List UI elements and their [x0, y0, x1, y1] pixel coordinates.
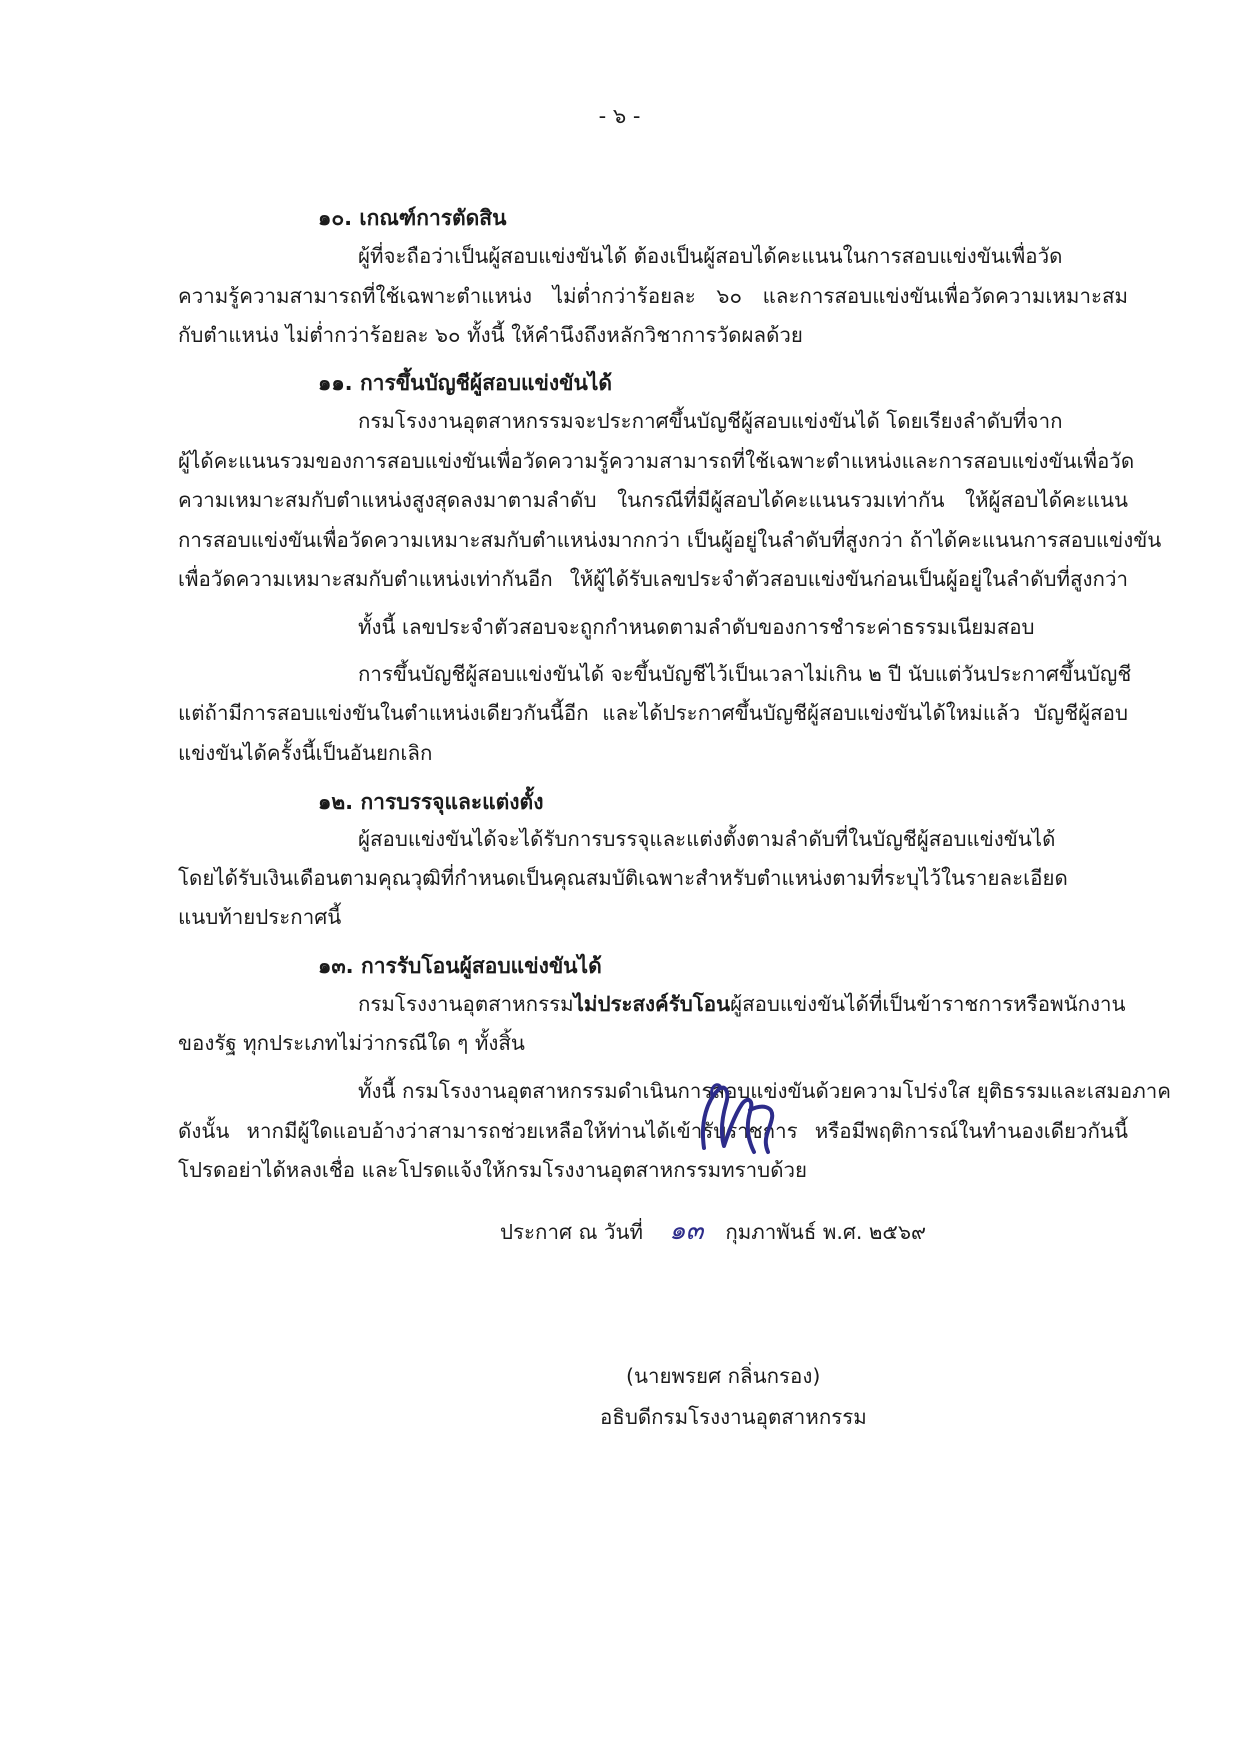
announcement-date — [500, 1210, 926, 1251]
date-prefix: ประกาศ ณ วันที่ — [500, 1220, 644, 1244]
section-11-paragraph: ทั้งนี้ เลขประจำตัวสอบจะถูกกำหนดตามลำดับของการชำระค่าธรรมเนียมสอบ — [358, 615, 1035, 639]
section-11-line: แข่งขันได้ครั้งนี้เป็นอันยกเลิก — [178, 741, 433, 765]
section-11-line: ผู้ได้คะแนนรวมของการสอบแข่งขันเพื่อวัดความรู้ความสามารถที่ใช้เฉพาะตำแหน่งและการสอบแข่งขันเพื่อวัด — [178, 449, 1135, 473]
handwritten-signature — [690, 1060, 800, 1170]
section-13-text: ผู้สอบแข่งขันได้ที่เป็นข้าราชการหรือพนักงาน — [730, 992, 1126, 1016]
section-10-line: กับตำแหน่ง ไม่ต่ำกว่าร้อยละ ๖๐ ทั้งนี้ ให้คำนึงถึงหลักวิชาการวัดผลด้วย — [178, 323, 803, 347]
section-11-line: การขึ้นบัญชีผู้สอบแข่งขันได้ จะขึ้นบัญชีไว้เป็นเวลาไม่เกิน ๒ ปี นับแต่วันประกาศขึ้นบัญชี — [358, 662, 1132, 686]
signatory-title: อธิบดีกรมโรงงานอุตสาหกรรม — [600, 1405, 867, 1429]
section-11-heading: ๑๑. การขึ้นบัญชีผู้สอบแข่งขันได้ — [318, 371, 613, 395]
section-11-line: การสอบแข่งขันเพื่อวัดความเหมาะสมกับตำแหน่งมากกว่า เป็นผู้อยู่ในลำดับที่สูงกว่า ถ้าได้คะแนนการสอบแข่งขัน — [178, 528, 1162, 552]
page-number: - ๖ - — [598, 104, 641, 128]
section-11-line: แต่ถ้ามีการสอบแข่งขันในตำแหน่งเดียวกันนี้อีก และได้ประกาศขึ้นบัญชีผู้สอบแข่งขันได้ใหม่แล้ว บัญชีผู้สอบ — [178, 701, 1128, 725]
section-10-line: ความรู้ความสามารถที่ใช้เฉพาะตำแหน่ง ไม่ต่ำกว่าร้อยละ ๖๐ และการสอบแข่งขันเพื่อวัดความเหมาะสม — [178, 284, 1128, 308]
section-12-heading: ๑๒. การบรรจุและแต่งตั้ง — [318, 790, 544, 814]
section-10-heading: ๑๐. เกณฑ์การตัดสิน — [318, 206, 507, 230]
section-13-heading: ๑๓. การรับโอนผู้สอบแข่งขันได้ — [318, 954, 602, 978]
signatory-name: (นายพรยศ กลิ่นกรอง) — [626, 1364, 821, 1388]
closing-line: โปรดอย่าได้หลงเชื่อ และโปรดแจ้งให้กรมโรงงานอุตสาหกรรมทราบด้วย — [178, 1158, 808, 1182]
date-day-handwritten: ๑๓ — [669, 1216, 704, 1246]
section-13-emphasis: ไม่ประสงค์รับโอน — [573, 992, 731, 1016]
section-12-line: โดยได้รับเงินเดือนตามคุณวุฒิที่กำหนดเป็นคุณสมบัติเฉพาะสำหรับตำแหน่งตามที่ระบุไว้ในรายละเอียด — [178, 866, 1068, 890]
section-13-line: ของรัฐ ทุกประเภทไม่ว่ากรณีใด ๆ ทั้งสิ้น — [178, 1031, 525, 1055]
section-11-line: เพื่อวัดความเหมาะสมกับตำแหน่งเท่ากันอีก ให้ผู้ได้รับเลขประจำตัวสอบแข่งขันก่อนเป็นผู้อยู่ในลำดับที่สูงกว่า — [178, 567, 1128, 591]
section-13-line — [358, 988, 1126, 1021]
date-month-year: กุมภาพันธ์ พ.ศ. ๒๕๖๙ — [725, 1220, 926, 1244]
section-10-line: ผู้ที่จะถือว่าเป็นผู้สอบแข่งขันได้ ต้องเป็นผู้สอบได้คะแนนในการสอบแข่งขันเพื่อวัด — [358, 244, 1063, 268]
section-12-line: ผู้สอบแข่งขันได้จะได้รับการบรรจุและแต่งตั้งตามลำดับที่ในบัญชีผู้สอบแข่งขันได้ — [358, 827, 1056, 851]
section-11-line: ความเหมาะสมกับตำแหน่งสูงสุดลงมาตามลำดับ ในกรณีที่มีผู้สอบได้คะแนนรวมเท่ากัน ให้ผู้สอบได้คะแนน — [178, 488, 1128, 512]
section-12-line: แนบท้ายประกาศนี้ — [178, 905, 342, 929]
section-13-text: กรมโรงงานอุตสาหกรรม — [358, 992, 574, 1016]
closing-line: ทั้งนี้ กรมโรงงานอุตสาหกรรมดำเนินการสอบแข่งขันด้วยความโปร่งใส ยุติธรรมและเสมอภาค — [358, 1079, 1171, 1103]
section-11-line: กรมโรงงานอุตสาหกรรมจะประกาศขึ้นบัญชีผู้สอบแข่งขันได้ โดยเรียงลำดับที่จาก — [358, 409, 1063, 433]
closing-line: ดังนั้น หากมีผู้ใดแอบอ้างว่าสามารถช่วยเหลือให้ท่านได้เข้ารับราชการ หรือมีพฤติการณ์ในทำนองเดียวกันนี้ — [178, 1119, 1128, 1143]
